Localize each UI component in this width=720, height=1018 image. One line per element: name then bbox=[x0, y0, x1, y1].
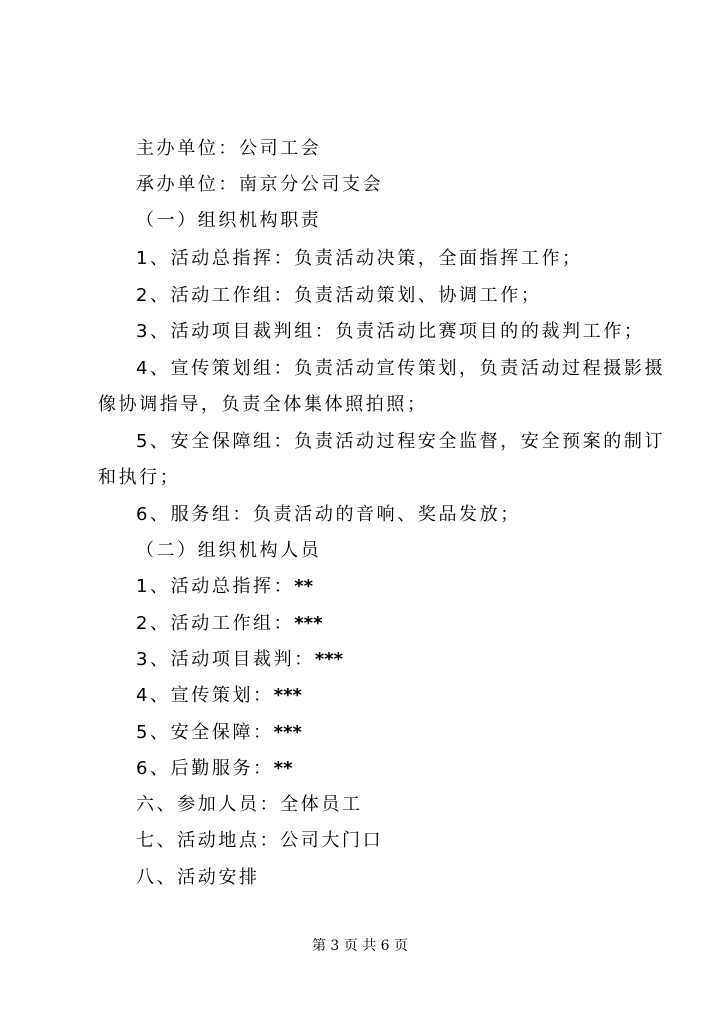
list-item: 3、活动项目裁判组：负责活动比赛项目的的裁判工作； bbox=[136, 321, 645, 342]
personnel-name-masked: *** bbox=[273, 685, 302, 706]
section-heading-personnel: （二）组织机构人员 bbox=[136, 540, 322, 561]
personnel-row bbox=[136, 721, 302, 745]
list-item: 6、服务组：负责活动的音响、奖品发放； bbox=[136, 504, 521, 525]
personnel-name-masked: *** bbox=[314, 649, 344, 670]
personnel-row bbox=[136, 684, 302, 708]
section-participants: 六、参加人员：全体员工 bbox=[136, 794, 363, 815]
section-heading-duties: （一）组织机构职责 bbox=[136, 210, 322, 231]
personnel-name-masked: ** bbox=[294, 576, 314, 597]
personnel-name-masked: *** bbox=[273, 722, 302, 743]
personnel-role: 1、活动总指挥： bbox=[136, 576, 295, 597]
list-item: 5、安全保障组：负责活动过程安全监督，安全预案的制订 bbox=[136, 431, 666, 452]
personnel-row bbox=[136, 575, 313, 599]
personnel-name-masked: ** bbox=[273, 758, 293, 779]
list-item-continuation: 像协调指导，负责全体集体照拍照； bbox=[98, 394, 428, 415]
list-item-continuation: 和执行； bbox=[98, 467, 181, 488]
personnel-role: 6、后勤服务： bbox=[136, 758, 274, 779]
page-number-footer: 第 3 页 共 6 页 bbox=[311, 938, 409, 954]
personnel-role: 2、活动工作组： bbox=[136, 613, 295, 634]
list-item: 4、宣传策划组：负责活动宣传策划，负责活动过程摄影摄 bbox=[136, 358, 666, 379]
personnel-role: 3、活动项目裁判： bbox=[136, 649, 315, 670]
personnel-name-masked: *** bbox=[294, 613, 323, 634]
personnel-row bbox=[136, 612, 323, 636]
section-schedule: 八、活动安排 bbox=[136, 867, 260, 888]
list-item: 1、活动总指挥：负责活动决策，全面指挥工作； bbox=[136, 248, 583, 269]
personnel-row bbox=[136, 648, 343, 672]
list-item: 2、活动工作组：负责活动策划、协调工作； bbox=[136, 285, 542, 306]
personnel-role: 4、宣传策划： bbox=[136, 685, 274, 706]
personnel-role: 5、安全保障： bbox=[136, 722, 274, 743]
organizer-line: 主办单位：公司工会 bbox=[136, 138, 322, 159]
section-location: 七、活动地点：公司大门口 bbox=[136, 830, 384, 851]
co-organizer-line: 承办单位：南京分公司支会 bbox=[136, 174, 384, 195]
personnel-row bbox=[136, 757, 292, 781]
